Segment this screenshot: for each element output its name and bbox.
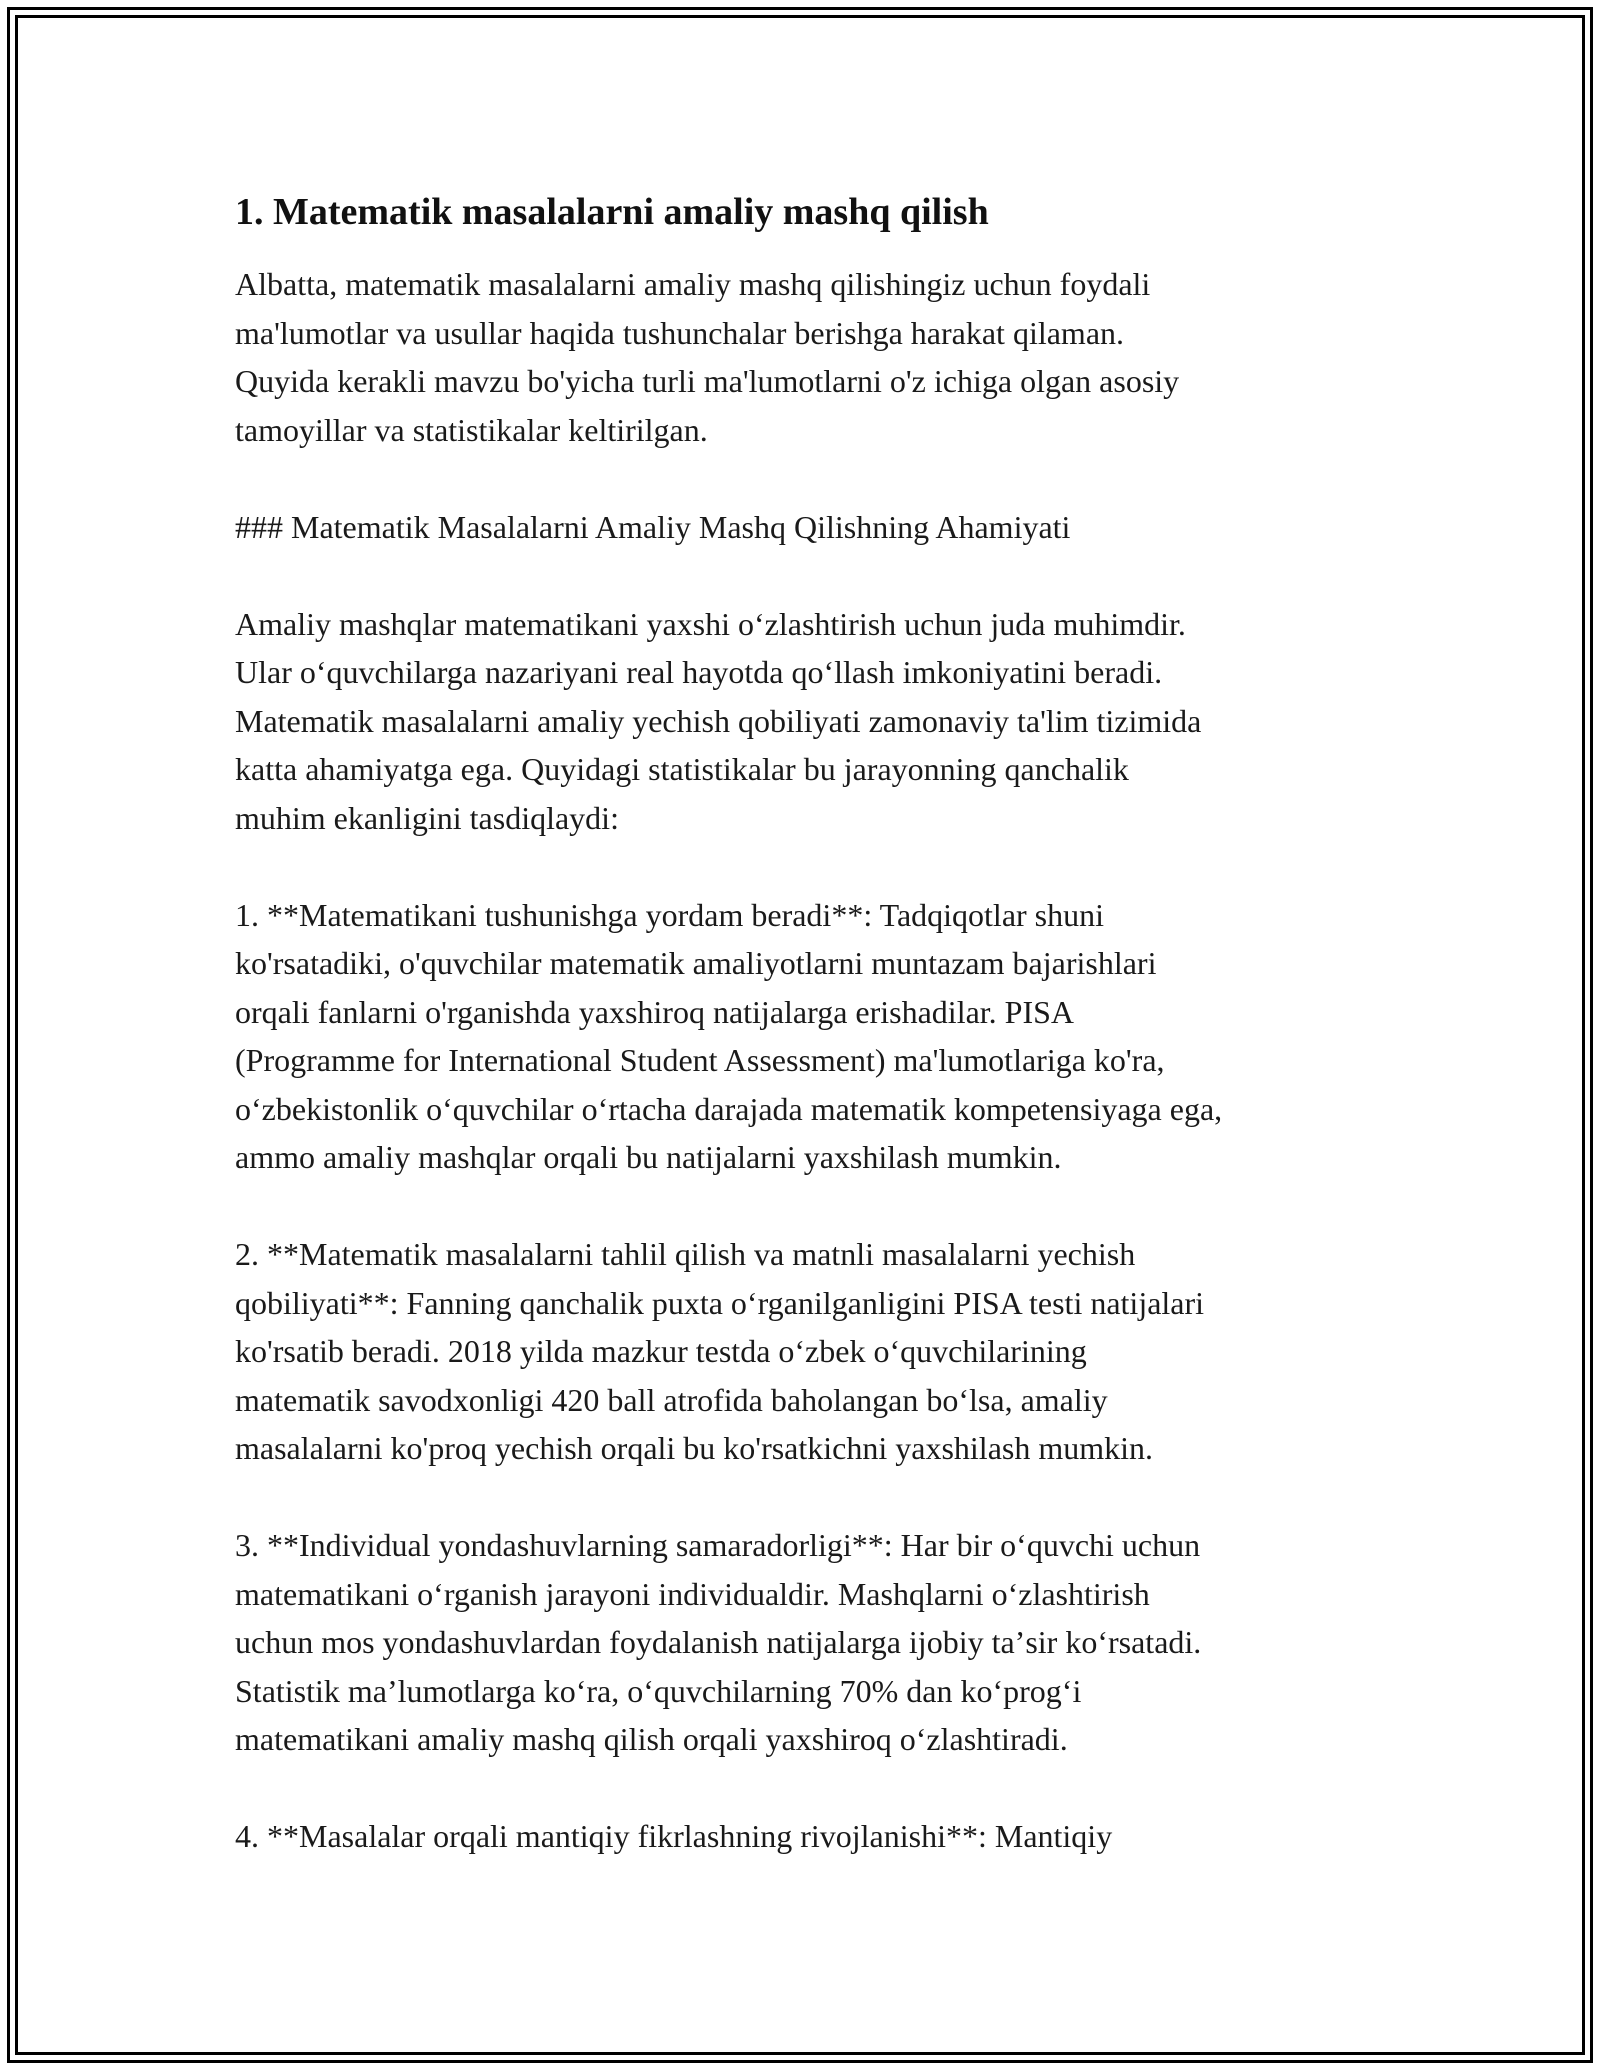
- document-title: 1. Matematik masalalarni amaliy mashq qilish: [235, 191, 989, 233]
- list-item-3: 3. **Individual yondashuvlarning samaradorligi**: Har bir oʻquvchi uchun matematikani oʻrganish jarayoni individualdir. Mashqlarni oʻzlashtirish uchun mos yondashuvlardan foydalanish natijalarga ijobiy taʼsir koʻrsatadi. Statistik maʼlumotlarga koʻra, oʻquvchilarning 70% dan koʻprogʻi matematikani amaliy mashq qilish orqali yaxshiroq oʻzlashtiradi.: [235, 1527, 1202, 1757]
- list-item-4: 4. **Masalalar orqali mantiqiy fikrlashning rivojlanishi**: Mantiqiy: [235, 1818, 1113, 1854]
- importance-paragraph: Amaliy mashqlar matematikani yaxshi oʻzlashtirish uchun juda muhimdir. Ular oʻquvchilarga nazariyani real hayotda qoʻllash imkoniyatini beradi. Matematik masalalarni amaliy yechish qobiliyati zamonaviy ta'lim tizimida katta ahamiyatga ega. Quyidagi statistikalar bu jarayonning qanchalik muhim ekanligini tasdiqlaydi:: [235, 605, 1202, 836]
- intro-paragraph: Albatta, matematik masalalarni amaliy mashq qilishingiz uchun foydali ma'lumotlar va usullar haqida tushunchalar berishga harakat qilaman. Quyida kerakli mavzu bo'yicha turli ma'lumotlarni o'z ichiga olgan asosiy tamoyillar va statistikalar keltirilgan.: [235, 266, 1180, 448]
- document-body: [235, 186, 1375, 1909]
- list-item-2: 2. **Matematik masalalarni tahlil qilish va matnli masalalarni yechish qobiliyati**: Fanning qanchalik puxta oʻrganilganligini PISA testi natijalari ko'rsatib beradi. 2018 yilda mazkur testda oʻzbek oʻquvchilarining matematik savodxonligi 420 ball atrofida baholangan boʻlsa, amaliy masalalarni ko'proq yechish orqali bu ko'rsatkichni yaxshilash mumkin.: [235, 1236, 1205, 1466]
- list-item-1: 1. **Matematikani tushunishga yordam beradi**: Tadqiqotlar shuni ko'rsatadiki, o'quvchilar matematik amaliyotlarni muntazam bajarishlari orqali fanlarni o'rganishda yaxshiroq natijalarga erishadilar. PISA (Programme for International Student Assessment) ma'lumotlariga ko'ra, oʻzbekistonlik oʻquvchilar oʻrtacha darajada matematik kompetensiyaga ega, ammo amaliy mashqlar orqali bu natijalarni yaxshilash mumkin.: [235, 896, 1223, 1175]
- section-heading-markdown: ### Matematik Masalalarni Amaliy Mashq Qilishning Ahamiyati: [235, 508, 1071, 545]
